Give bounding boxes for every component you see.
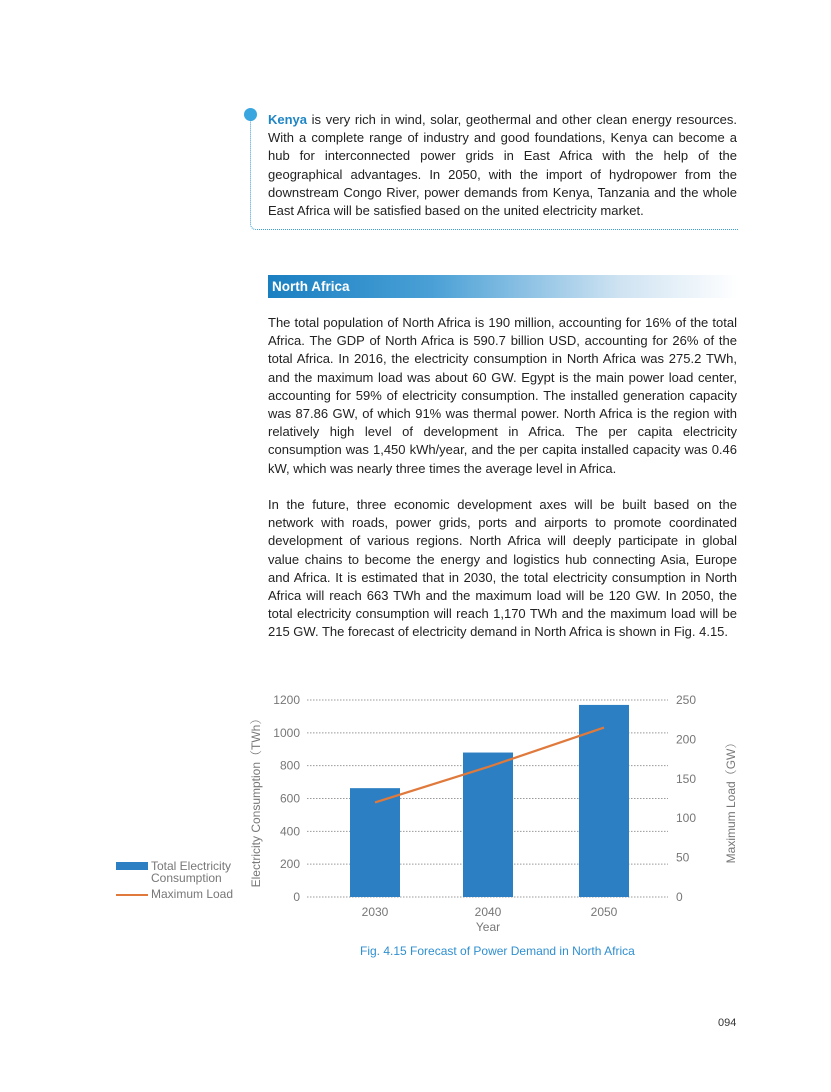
y-tick-label: 800 [279,758,300,773]
legend-swatch-line [116,894,148,896]
legend-swatch-bar [116,862,148,870]
legend-item-consumption [116,860,233,884]
legend-label: Maximum Load [151,887,234,901]
paragraph-1: The total population of North Africa is 190 million, accounting for 16% of the total Africa. The GDP of North Africa is 590.7 billion USD, accounting for 26% of the total Africa. In 2016, the electricity consumption in North Africa was 275.2 TWh, and the maximum load was about 60 GW. Egypt is the main power load center, accounting for 59% of electricity consumption. The installed generation capacity was 87.86 GW, of which 91% was thermal power. North Africa is the region with relatively high level of development in Africa. The per capita electricity consumption was 1,450 kWh/year, and the per capita installed capacity was 0.46 kW, which was nearly three times the average level in Africa. [268,315,737,476]
y-tick-label: 400 [279,824,300,839]
legend-label: Total Electricity [151,859,232,873]
y-axis-label: Electricity Consumption（TWh） [249,712,263,888]
kenya-text: is very rich in wind, solar, geothermal and other clean energy resources. With a complete range of industry and good foundations, Kenya can become a hub for interconnected power grids in East Africa with the help of the geographical advantages. In 2050, with the import of hydropower from the downstream Congo River, power demands from Kenya, Tanzania and the whole East Africa will be satisfied based on the united electricity market. [268,112,737,219]
y-right-tick-label: 150 [676,771,697,786]
page-number: 094 [718,1017,737,1029]
y-right-tick-label: 50 [676,850,690,865]
y-axis-right-label: Maximum Load（GW） [724,736,738,864]
y-tick-label: 1000 [273,725,300,740]
bullet-dot-icon [244,108,257,121]
y-tick-label: 600 [279,791,300,806]
x-tick-label: 2050 [590,905,618,919]
kenya-paragraph [268,111,737,220]
y-right-tick-label: 200 [676,732,697,747]
y-right-tick-label: 250 [676,693,697,707]
chart-legend [116,860,233,904]
figure-caption: Fig. 4.15 Forecast of Power Demand in North Africa [360,944,635,958]
bar-2040 [463,753,513,897]
y-right-tick-label: 0 [676,890,683,904]
section-title: North Africa [272,279,350,294]
y-tick-label: 200 [279,857,300,872]
y-right-tick-label: 100 [676,811,697,826]
x-axis-label: Year [475,920,501,934]
paragraph-2: In the future, three economic development axes will be built based on the network with roads, power grids, ports and airports to promote coordinated development of various regions. North Africa will deeply participate in global value chains to become the energy and logistics hub connecting Asia, Europe and Africa. It is estimated that in 2030, the total electricity consumption in North Africa will reach 663 TWh and the maximum load will be 120 GW. In 2050, the total electricity consumption will reach 1,170 TWh and the maximum load will be 215 GW. The forecast of electricity demand in North Africa is shown in Fig. 4.15. [268,497,737,640]
legend-label: Consumption [151,871,222,885]
kenya-highlight: Kenya [268,112,308,127]
x-tick-label: 2030 [361,905,389,919]
bar-2030 [350,788,400,897]
x-tick-label: 2040 [474,905,502,919]
y-tick-label: 0 [293,890,300,904]
section-header [268,275,738,298]
y-tick-label: 1200 [273,693,300,707]
legend-item-load [116,888,233,900]
